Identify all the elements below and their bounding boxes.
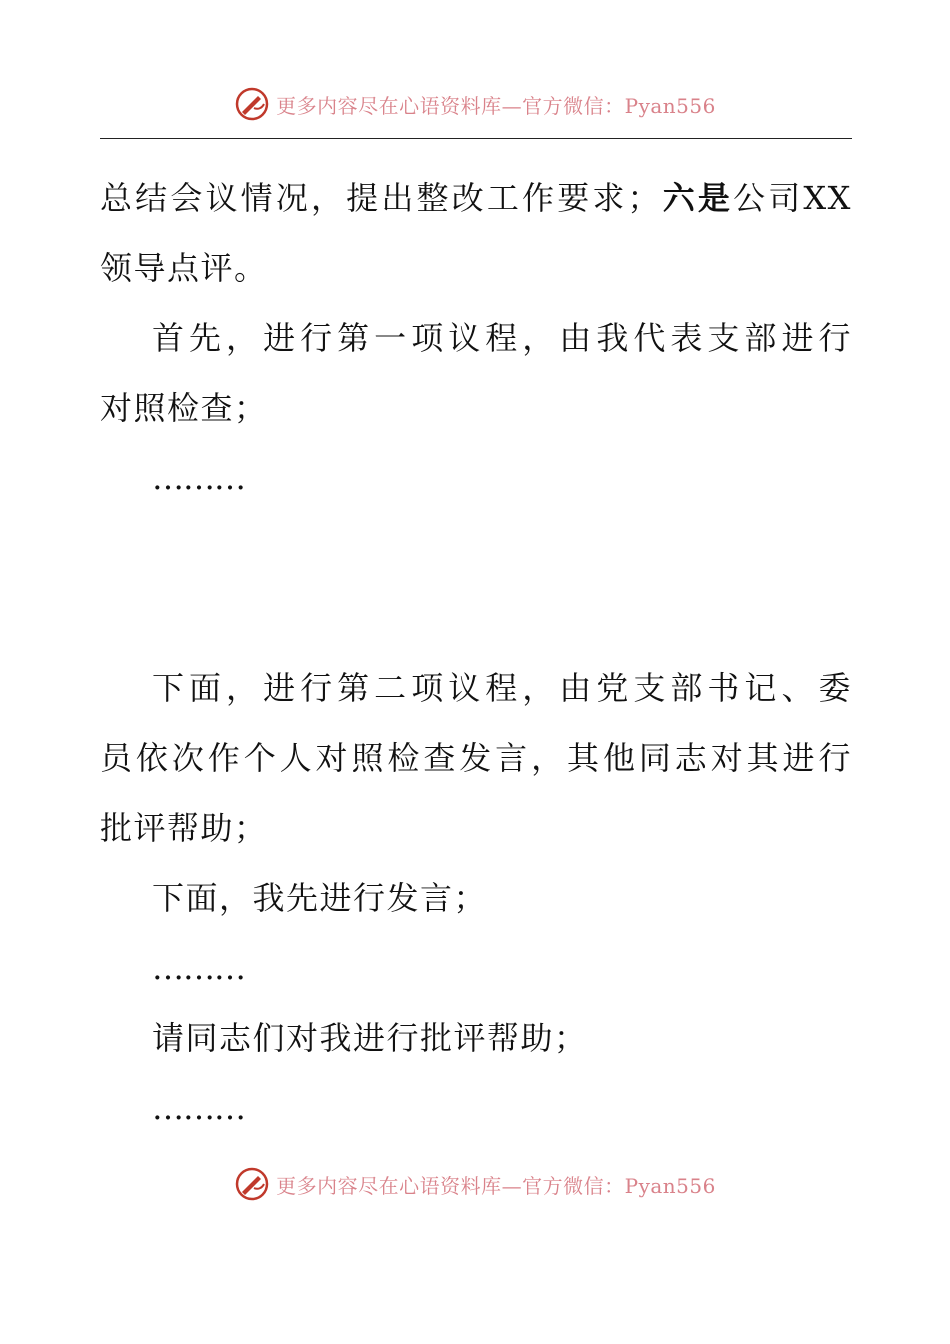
header-banner-text: 更多内容尽在心语资料库—官方微信：Pyan556 xyxy=(276,93,716,118)
paragraph-line: 领导点评。 xyxy=(100,249,268,287)
ellipsis-line: ……… xyxy=(152,1089,245,1127)
page-footer-banner xyxy=(0,1162,950,1206)
paragraph-line: 下面，进行第二项议程，由党支部书记、委 xyxy=(152,669,852,707)
paragraph-line: 请同志们对我进行批评帮助； xyxy=(152,1019,588,1057)
footer-banner-text: 更多内容尽在心语资料库—官方微信：Pyan556 xyxy=(276,1173,716,1198)
document-body xyxy=(100,163,852,1143)
blank-space xyxy=(100,513,852,653)
paragraph-line: 批评帮助； xyxy=(100,809,268,847)
paragraph-line: 员依次作个人对照检查发言，其他同志对其进行 xyxy=(100,739,852,777)
paragraph-line: 首先，进行第一项议程，由我代表支部进行 xyxy=(152,319,852,357)
pen-circle-logo-icon xyxy=(234,86,270,122)
bold-text: 六是 xyxy=(661,179,734,217)
paragraph-line: 总结会议情况，提出整改工作要求；六是公司XX xyxy=(100,179,852,217)
paragraph-line: 对照检查； xyxy=(100,389,268,427)
ellipsis-line: ……… xyxy=(152,459,245,497)
paragraph-line: 下面，我先进行发言； xyxy=(152,879,488,917)
pen-circle-logo-icon xyxy=(234,1166,270,1202)
ellipsis-line: ……… xyxy=(152,949,245,987)
page-header-banner xyxy=(0,82,950,126)
header-divider xyxy=(100,138,852,139)
